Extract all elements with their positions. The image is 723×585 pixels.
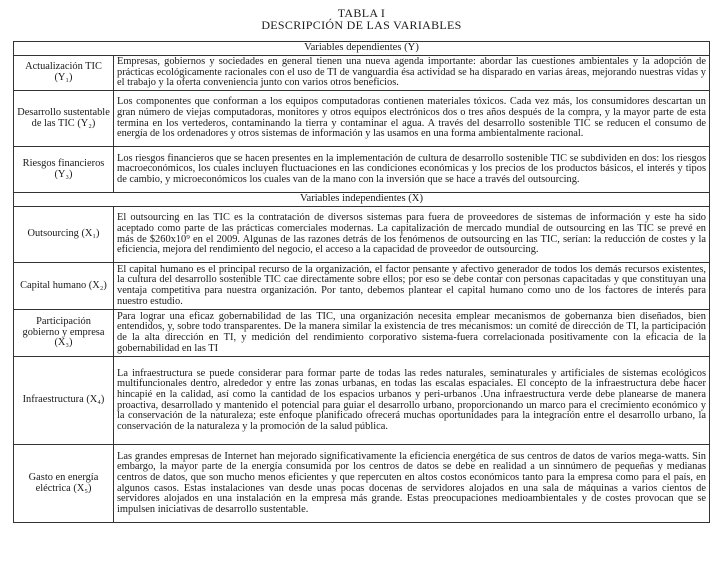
table-row	[14, 445, 710, 523]
section-header-row	[14, 193, 710, 207]
variable-description: El outsourcing en las TIC es la contratación de diversos sistemas para fuera de proveedores de sistemas de información y este ha sido aceptado como parte de las prácticas comerciales modernas. La capitalización de mercado mundial de outsourcing en las TIC se prevé en más de $260x10⁹ en el 2009. Algunas de las razones detrás de los fenómenos de outsourcing en las TIC, serían: la reducción de costes y la eficiencia, mejora del rendimiento del negocio, el acceso a la capacidad de proveedor de outsourcing.	[114, 207, 710, 263]
section-heading-independent: Variables independientes (X)	[14, 193, 710, 207]
table-row	[14, 56, 710, 91]
variable-name: Infraestructura (X₄)	[14, 357, 114, 445]
variable-description: Los riesgos financieros que se hacen presentes en la implementación de cultura de desarrollo sostenible TIC se subdividen en dos: los riesgos macroeconómicos, los cuales incluyen fluctuaciones en las condiciones económicas y los precios de los productos básicos, el interés y tipos de cambio, y microeconómicos los cuales van de la mano con la inversión que se hace a través del outsourcing.	[114, 147, 710, 193]
variable-name: Capital humano (X₂)	[14, 263, 114, 310]
variables-table	[13, 41, 710, 523]
variable-name: Outsourcing (X₁)	[14, 207, 114, 263]
table-row	[14, 207, 710, 263]
variable-description: Los componentes que conforman a los equipos computadoras contienen materiales tóxicos. Cada vez más, los consumidores descartan un gran número de viejas computadoras, monitores y otros equipos electrónicos dos o tres años después de la compra, y la mayor parte de esta termina en los vertederos, contaminando la tierra y contaminar el agua. A través del desarrollo sostenible TIC se reducen el consumo de energía de los ordenadores y otros sistemas de información y las usamos en una forma ambientalmente racional.	[114, 91, 710, 147]
table-row	[14, 147, 710, 193]
table-caption	[0, 7, 723, 31]
section-header-row	[14, 42, 710, 56]
variable-name: Participación gobierno y empresa (X₃)	[14, 310, 114, 357]
variable-description: Empresas, gobiernos y sociedades en general tienen una nueva agenda importante: abordar las cuestiones ambientales y la adopción de prácticas ecológicamente racionales con el uso de TI de vanguardia ésa actividad se ha disparado en varias áreas, mejorando nuestras vidas y el trabajo y la oferta conveniencia junto con varios otros beneficios.	[114, 56, 710, 91]
variable-description: Las grandes empresas de Internet han mejorado significativamente la eficiencia energética de sus centros de datos de varios mega-watts. Sin embargo, la mayor parte de la energía consumida por los centros de datos se debe en realidad a un sinnúmero de pequeñas y medianas centros de datos, que son mucho menos eficientes y que repercuten en altos costos económicos tanto para la empresa como para el país, en algunos casos. Estas instalaciones van desde unas pocas docenas de servidores alojados en una sala de máquinas a varios cientos de servidores alojados en una instalación en la empresa más grande. Estas preocupaciones medioambientales y de costes provocan que se impulsen iniciativas de desarrollo sustentable.	[114, 445, 710, 523]
variable-description: La infraestructura se puede considerar para formar parte de todas las redes naturales, seminaturales y artificiales de sistemas ecológicos multifuncionales dentro, alrededor y entre las zonas urbanas, en todas las escalas espaciales. El concepto de la infraestructura debe hacer hincapié en la calidad, así como la cantidad de los espacios urbanos y peri-urbanos .Una infraestructura verde debe planearse de manera proactiva, desarrollado y mantenido el potencial para guiar el desarrollo urbano, proporcionando un marco para el crecimiento económico y la conservación de la naturaleza; este enfoque planificado ofrecerá muchas oportunidades para la integración entre el desarrollo urbano, la conservación de la naturaleza y la promoción de la salud pública.	[114, 357, 710, 445]
table-row	[14, 263, 710, 310]
table-row	[14, 91, 710, 147]
variable-name: Desarrollo sustentable de las TIC (Y₂)	[14, 91, 114, 147]
variable-name: Gasto en energía eléctrica (X₅)	[14, 445, 114, 523]
section-heading-dependent: Variables dependientes (Y)	[14, 42, 710, 56]
variable-name: Riesgos financieros (Y₃)	[14, 147, 114, 193]
table-number: TABLA I	[337, 6, 386, 20]
table-row	[14, 357, 710, 445]
table-title: DESCRIPCIÓN DE LAS VARIABLES	[261, 18, 462, 32]
table-row	[14, 310, 710, 357]
variable-description: El capital humano es el principal recurso de la organización, el factor pensante y afectivo generador de todos los demás recursos existentes, la cultura del desarrollo sostenible TIC cae directamente sobre ellos; por eso se debe contar con personas capacitadas y que constituyan una ventaja competitiva para nuestra organización. Por tanto, debemos plantear el capital humano como uno de los factores de interés para nuestro estudio.	[114, 263, 710, 310]
variable-name: Actualización TIC (Y₁)	[14, 56, 114, 91]
variable-description: Para lograr una eficaz gobernabilidad de las TIC, una organización necesita emplear mecanismos de gobernanza bien diseñados, bien entendidos, y, sobre todo transparentes. De la manera similar la existencia de tres mecanismos: un comité de dirección de TI, la participación de la alta dirección en TI, y medición del rendimiento corporativo sistema-fuera correlacionada positivamente con la eficacia de la gobernabilidad en las TI	[114, 310, 710, 357]
